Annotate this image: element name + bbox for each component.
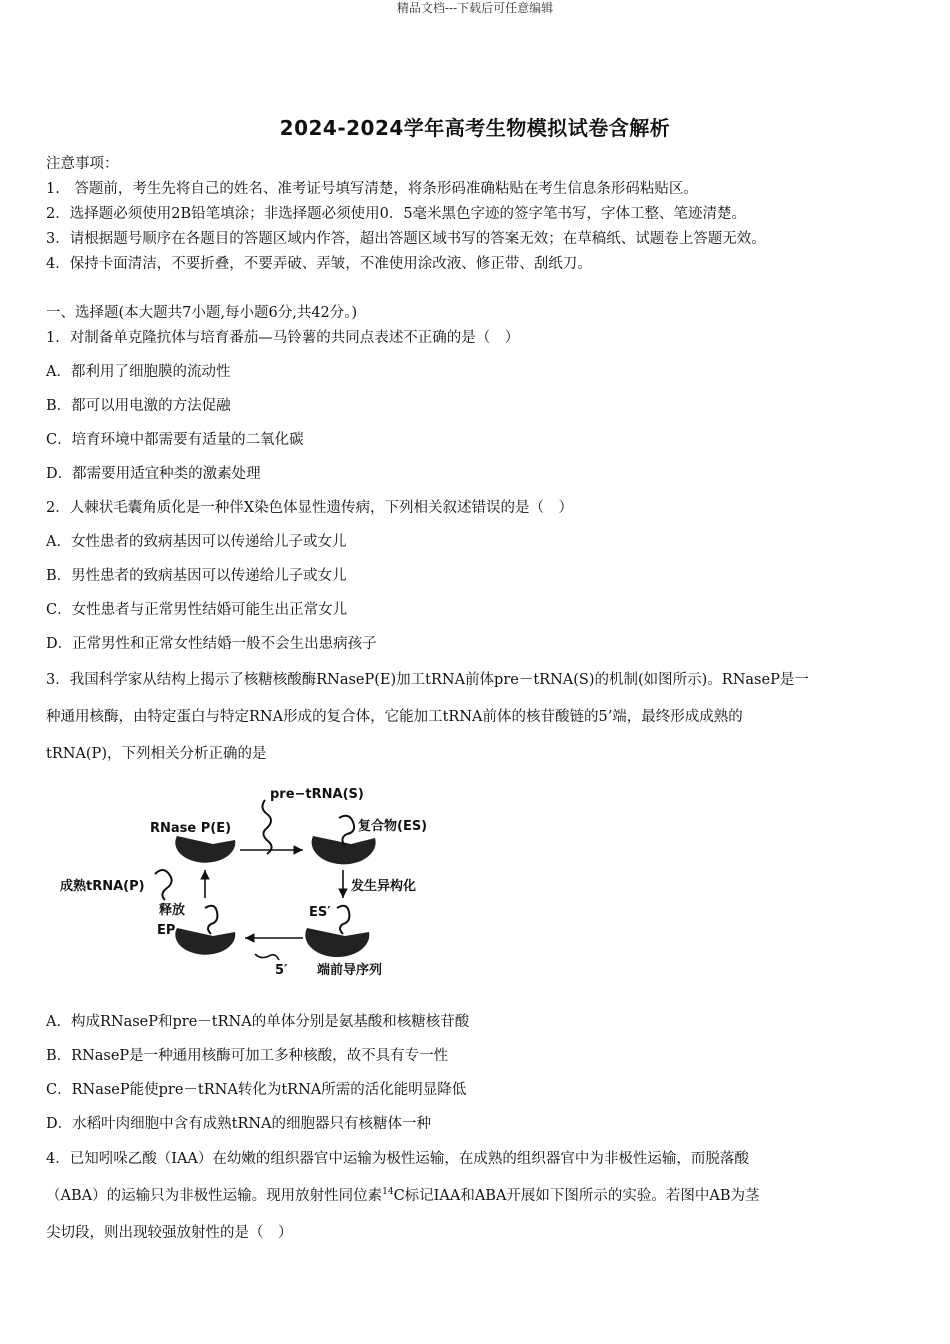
- label-leader-sequence: 端前导序列: [317, 963, 383, 978]
- q4-line-2: [46, 1184, 760, 1205]
- header-note: 精品文档---下载后可任意编辑: [396, 1, 554, 15]
- q1-option-a: A．都利用了细胞膜的流动性: [46, 364, 231, 380]
- q4-line-2-a: （ABA）的运输只为非极性运输。现用放射性同位素: [46, 1188, 383, 1204]
- label-pre-trna: pre−tRNA(S): [270, 787, 364, 802]
- q3-option-d: D．水稻叶肉细胞中含有成熟tRNA的细胞器只有核糖体一种: [46, 1116, 432, 1132]
- q2-option-c: C．女性患者与正常男性结婚可能生出正常女儿: [46, 602, 348, 618]
- section-heading: 一、选择题(本大题共7小题,每小题6分,共42分。): [46, 305, 358, 321]
- q3-stem-line-1: 3．我国科学家从结构上揭示了核糖核酸酶RNaseP(E)加工tRNA前体pre－tRNA(S)的机制(如图所示)。RNaseP是一: [46, 672, 809, 688]
- enzyme-ep-shape: [175, 928, 235, 955]
- q1-option-b: B．都可以用电激的方法促融: [46, 398, 231, 414]
- q4-line-2-b: C标记IAA和ABA开展如下图所示的实验。若图中AB为茎: [393, 1188, 760, 1204]
- label-five-prime: 5′: [275, 963, 288, 978]
- label-isomerization: 发生异构化: [351, 879, 417, 894]
- q2-stem: 2．人棘状毛囊角质化是一种伴X染色体显性遗传病，下列相关叙述错误的是（ ）: [46, 500, 574, 516]
- notice-heading: 注意事项：: [46, 156, 119, 172]
- enzyme-esprime-shape: [305, 928, 369, 957]
- es-trna-squiggle: [339, 816, 354, 846]
- q3-option-b: B．RNaseP是一种通用核酶可加工多种核酸，故不具有专一性: [46, 1048, 449, 1064]
- label-release: 释放: [159, 903, 186, 918]
- q3-stem-line-3: tRNA(P)，下列相关分析正确的是: [46, 746, 267, 762]
- mature-trna-squiggle: [155, 870, 172, 900]
- q2-option-b: B．男性患者的致病基因可以传递给儿子或女儿: [46, 568, 347, 584]
- label-ep: EP: [157, 923, 176, 938]
- q2-option-d: D．正常男性和正常女性结婚一般不会生出患病孩子: [46, 636, 377, 652]
- enzyme-e-shape: [175, 836, 235, 863]
- q1-option-d: D．都需要用适宜种类的激素处理: [46, 466, 261, 482]
- enzyme-es-shape: [312, 836, 376, 864]
- notice-item-2: 2．选择题必须使用2B铅笔填涂；非选择题必须使用0．5毫米黑色字迹的签字笔书写，字体工整、笔迹清楚。: [46, 206, 747, 222]
- q4-line-3: 尖切段，则出现较强放射性的是（ ）: [46, 1225, 293, 1241]
- notice-item-4: 4．保持卡面清洁，不要折叠，不要弄破、弄皱，不准使用涂改液、修正带、刮纸刀。: [46, 256, 592, 272]
- page-title: 2024-2024学年高考生物模拟试卷含解析: [279, 116, 671, 140]
- q2-option-a: A．女性患者的致病基因可以传递给儿子或女儿: [46, 534, 347, 550]
- label-es-prime: ES′: [309, 905, 331, 920]
- label-rnase-p: RNase P(E): [150, 821, 232, 836]
- isotope-mass-number: 14: [382, 1187, 394, 1198]
- pre-trna-squiggle: [262, 800, 271, 854]
- q3-option-a: A．构成RNaseP和pre－tRNA的单体分别是氨基酸和核糖核苷酸: [46, 1014, 470, 1030]
- notice-item-3: 3．请根据题号顺序在各题目的答题区域内作答，超出答题区域书写的答案无效；在草稿纸、试题卷上答题无效。: [46, 231, 766, 247]
- q4-line-1: 4．已知吲哚乙酸（IAA）在幼嫩的组织器官中运输为极性运输，在成熟的组织器官中为非极性运输，而脱落酸: [46, 1151, 749, 1167]
- rnasep-diagram: [55, 778, 445, 988]
- q3-stem-line-2: 种通用核酶，由特定蛋白与特定RNA形成的复合体，它能加工tRNA前体的核苷酸链的5’端，最终形成成熟的: [46, 709, 743, 725]
- q1-stem: 1．对制备单克隆抗体与培育番茄—马铃薯的共同点表述不正确的是（ ）: [46, 330, 520, 346]
- label-mature-trna: 成熟tRNA(P): [60, 879, 145, 894]
- q3-option-c: C．RNaseP能使pre－tRNA转化为tRNA所需的活化能明显降低: [46, 1082, 467, 1098]
- esprime-trna-squiggle: [337, 906, 349, 934]
- notice-item-1: 1. 答题前，考生先将自己的姓名、准考证号填写清楚，将条形码准确粘贴在考生信息条形码粘贴区。: [46, 181, 698, 197]
- ep-trna-squiggle: [205, 906, 217, 934]
- q1-option-c: C．培育环境中都需要有适量的二氧化碳: [46, 432, 304, 448]
- label-complex-es: 复合物(ES): [358, 819, 428, 834]
- leader-fragment: [255, 954, 279, 960]
